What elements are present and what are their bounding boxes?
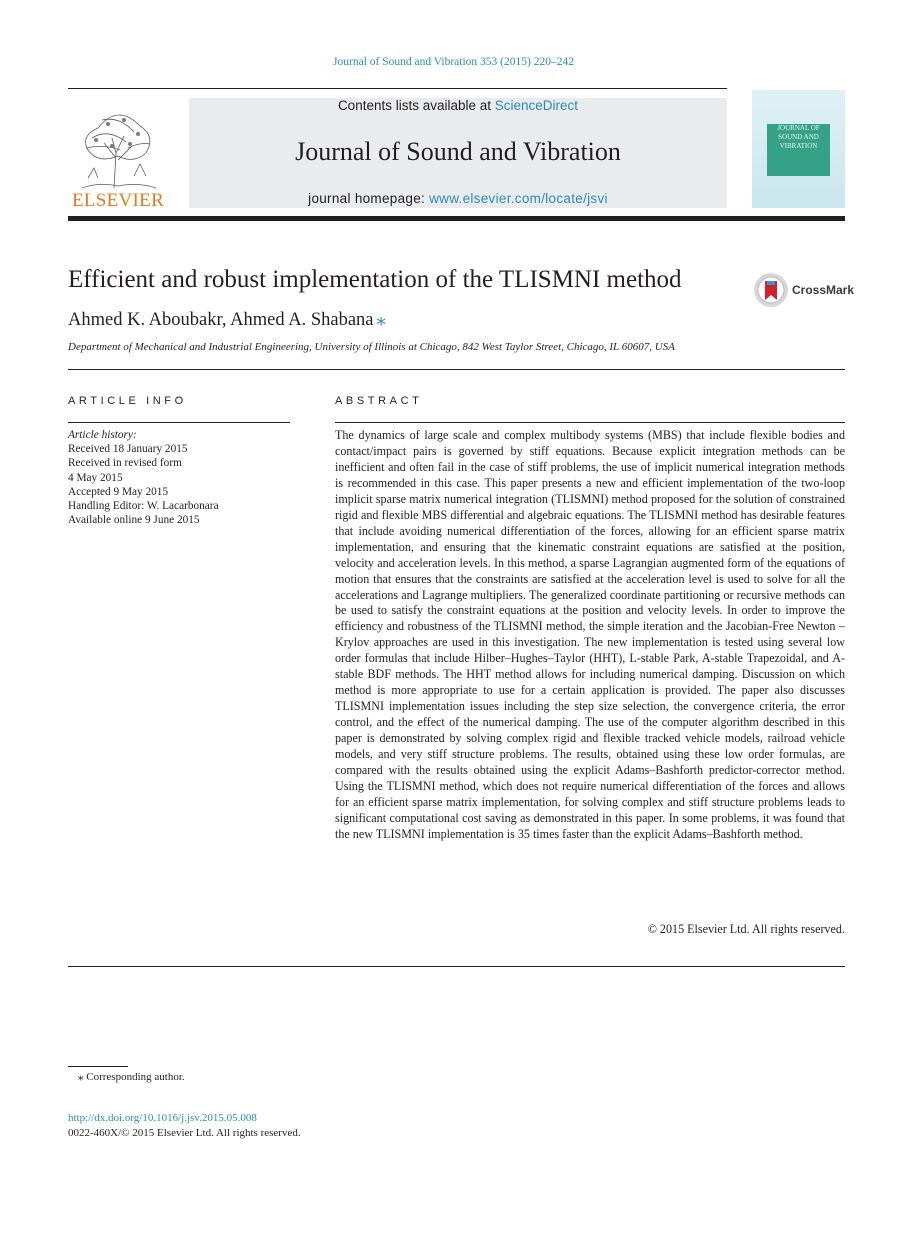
abstract-body: The dynamics of large scale and complex multibody systems (MBS) that include flexible bodies and contact/impact pairs is governed by stiff equations. Because explicit integration methods can be inefficient and often fail in the case of stiff problems, the use of implicit numerical integration methods is recommended in this case. This paper presents a new and efficient implementation of the two-loop implicit sparse matrix numerical integration (TLISMNI) method proposed for the solution of constrained rigid and flexible MBS differential and algebraic equations. The TLISMNI method has desirable features that include avoiding numerical differentiation of the forces, allowing for an efficient sparse matrix implementation, and ensuring that the kinematic constraint equations are satisfied at the position, velocity and acceleration levels. In this method, a sparse Lagrangian augmented form of the equations of motion that ensures that the constraints are satisfied at the acceleration level is used to solve for all the accelerations and Lagrange multipliers. The generalized coordinate partitioning or recursive methods can be used to satisfy the constraint equations at the position and velocity levels. In order to improve the efficiency and robustness of the TLISMNI method, the simple iteration and the Jacobian-Free Newton – Krylov approaches are used in this investigation. The new implementation is tested using several low order formulas that include Hilber–Hughes–Taylor (HHT), L-stable Park, A-stable Trapezoidal, and A-stable BDF methods. The HHT method allows for including numerical damping. Discussion on which method is more appropriate to use for a certain application is provided. The paper also discusses TLISMNI implementation issues including the step size selection, the convergence criteria, the error control, and the effect of the numerical damping. The use of the computer algorithm described in this paper is demonstrated by solving complex rigid and flexible tracked vehicle models, railroad vehicle models, and very stiff structure problems. The results, obtained using these low order formulas, are compared with the results obtained using the explicit Adams–Bashforth predictor-corrector method. Using the TLISMNI method, which does not require numerical differentiation of the forces and allows for an efficient sparse matrix implementation, for solving complex and stiff structure problems leads to significant computational cost saving as demonstrated in this paper. In some problems, it was found that the new TLISMNI implementation is 35 times faster than the explicit Adams–Bashforth method.	[335, 428, 845, 841]
crossmark-icon	[753, 272, 789, 308]
article-history	[68, 428, 219, 527]
journal-reference[interactable]: Journal of Sound and Vibration 353 (2015) 220–242	[333, 56, 574, 68]
affiliation: Department of Mechanical and Industrial Engineering, University of Illinois at Chicago, 842 West Taylor Street, Chicago, IL 60607, USA	[68, 341, 675, 353]
doi-link[interactable]: http://dx.doi.org/10.1016/j.jsv.2015.05.008	[68, 1112, 257, 1124]
header-top-rule	[68, 88, 727, 89]
journal-homepage-link[interactable]: www.elsevier.com/locate/jsvi	[429, 191, 608, 206]
affiliation-rule	[68, 369, 845, 370]
history-label: Article history:	[68, 429, 137, 441]
history-editor: Handling Editor: W. Lacarbonara	[68, 500, 219, 513]
front-matter-end-rule	[68, 966, 845, 967]
authors-text: Ahmed K. Aboubakr, Ahmed A. Shabana	[68, 310, 374, 330]
footnote-text: Corresponding author.	[83, 1071, 185, 1083]
crossmark-badge[interactable]	[753, 272, 855, 308]
header-thick-rule	[68, 216, 845, 221]
contents-prefix: Contents lists available at	[337, 98, 495, 113]
journal-title: Journal of Sound and Vibration	[295, 137, 621, 166]
article-info-heading: ARTICLE INFO	[68, 395, 187, 407]
history-revised-label: Received in revised form	[68, 457, 182, 470]
corresponding-author-mark[interactable]: ⁎	[376, 310, 386, 330]
crossmark-label: CrossMark	[792, 283, 855, 297]
homepage-prefix: journal homepage:	[308, 191, 430, 206]
sciencedirect-link[interactable]: ScienceDirect	[494, 98, 579, 113]
footnote-rule	[68, 1066, 128, 1067]
history-online: Available online 9 June 2015	[68, 514, 200, 527]
abstract-heading: ABSTRACT	[335, 395, 423, 407]
author-list	[68, 309, 386, 331]
contents-line	[189, 98, 727, 113]
history-accepted: Accepted 9 May 2015	[68, 485, 169, 498]
article-title: Efficient and robust implementation of the TLISMNI method	[68, 266, 682, 293]
footnote-mark: ⁎	[78, 1071, 84, 1083]
issn-copyright: 0022-460X/© 2015 Elsevier Ltd. All rights reserved.	[68, 1127, 301, 1139]
abstract-copyright: © 2015 Elsevier Ltd. All rights reserved.	[647, 922, 845, 936]
journal-cover-label: JOURNAL OF SOUND AND VIBRATION	[767, 124, 830, 176]
history-received: Received 18 January 2015	[68, 443, 188, 456]
corresponding-author-footnote	[78, 1070, 185, 1083]
history-revised-date: 4 May 2015	[68, 471, 123, 484]
homepage-line	[189, 191, 727, 206]
abstract-rule	[335, 422, 845, 423]
article-info-rule	[68, 422, 290, 423]
elsevier-wordmark: ELSEVIER	[71, 190, 165, 211]
